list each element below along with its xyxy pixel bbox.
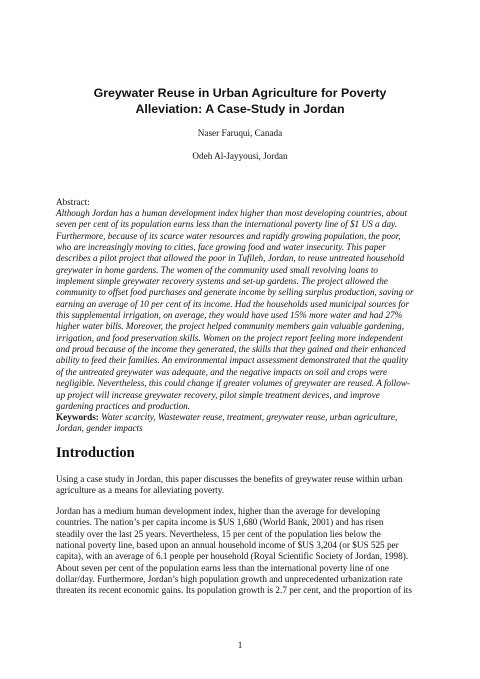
- paragraph-line: national poverty line, based upon an annual household income of $US 3,204 (or $US 525 per: [56, 540, 399, 551]
- title-line: Alleviation: A Case-Study in Jordan: [135, 102, 345, 116]
- abstract-line: earning an average of 10 per cent of its income. Had the households used municipal sources for: [56, 298, 410, 309]
- paragraph-line: About seven per cent of the population earns less than the international poverty line of one: [56, 562, 389, 573]
- keywords-label: Keywords:: [56, 412, 99, 422]
- abstract-line: of the untreated greywater was adequate, and the negative impacts on soil and crops were: [56, 366, 388, 377]
- paragraph-line: capita), with an average of 6.1 people per household (Royal Scientific Society of Jordan, 1998).: [56, 551, 409, 562]
- paper-title: [50, 85, 430, 117]
- abstract-line: greywater in home gardens. The women of the community used small revolving loans to: [56, 264, 379, 275]
- paragraph-line: threaten its recent economic gains. Its population growth is 2.7 per cent, and the proportion of its: [56, 585, 412, 596]
- abstract-line: this supplemental irrigation, on average, they would have used 15% more water and had 27%: [56, 310, 403, 321]
- abstract-line: and proud because of the income they generated, the skills that they gained and their enhanced: [56, 344, 406, 355]
- abstract-line: Furthermore, because of its scarce water resources and rapidly growing population, the poor,: [56, 230, 401, 241]
- title-line: Greywater Reuse in Urban Agriculture for Poverty: [93, 86, 387, 100]
- paragraph-line: agriculture as a means for alleviating poverty.: [56, 485, 225, 496]
- intro-paragraph-1: [56, 474, 424, 497]
- paragraph-line: Jordan has a medium human development index, higher than the average for developing: [56, 506, 381, 516]
- abstract-line: who are increasingly moving to cities, face growing food and water insecurity. This paper: [56, 242, 386, 253]
- abstract-line: Although Jordan has a human development index higher than most developing countries, about: [56, 208, 408, 218]
- paragraph-line: dollar/day. Furthermore, Jordan’s high population growth and unprecedented urbanization rate: [56, 574, 403, 585]
- abstract-line: irrigation, and food preservation skills. Women on the project report feeling more independent: [56, 332, 403, 343]
- abstract-line: seven per cent of its population earns less than the international poverty line of $1 US a day.: [56, 219, 397, 230]
- abstract-line: community to offset food purchases and generate income by selling surplus production, saving or: [56, 287, 414, 298]
- abstract-line: ability to feed their families. An environmental impact assessment demonstrated that the quality: [56, 355, 408, 366]
- intro-paragraph-2: [56, 506, 424, 597]
- author-1: Naser Faruqui, Canada: [197, 128, 283, 138]
- section-heading-introduction: Introduction: [56, 445, 135, 461]
- keywords-text: Water scarcity, Wastewater reuse, treatment, greywater reuse, urban agriculture,: [101, 412, 398, 422]
- paragraph-line: countries. The nation’s per capita income is $US 1,680 (World Bank, 2001) and has risen: [56, 517, 384, 528]
- abstract-line: negligible. Nevertheless, this could change if greater volumes of greywater are reused. A follow-: [56, 378, 410, 389]
- abstract-body: [56, 208, 422, 412]
- abstract-line: up project will increase greywater recovery, pilot simple treatment devices, and improve: [56, 389, 380, 400]
- keywords-text: Jordan, gender impacts: [56, 423, 143, 434]
- page-number: 1: [237, 640, 243, 650]
- abstract-line: implement simple greywater recovery systems and set-up gardens. The project allowed the: [56, 276, 388, 287]
- paragraph-line: Using a case study in Jordan, this paper discusses the benefits of greywater reuse within urban: [56, 474, 403, 484]
- abstract-line: gardening practices and production.: [56, 400, 191, 411]
- author-2: Odeh Al-Jayyousi, Jordan: [192, 151, 288, 161]
- abstract-line: describes a pilot project that allowed the poor in Tufileh, Jordan, to reuse untreated household: [56, 253, 405, 264]
- paragraph-line: steadily over the last 25 years. Nevertheless, 15 per cent of the population lies below the: [56, 528, 381, 539]
- keywords-block: [56, 412, 422, 435]
- abstract-label: Abstract:: [56, 197, 90, 207]
- abstract-line: higher water bills. Moreover, the project helped community members gain valuable gardening,: [56, 321, 405, 332]
